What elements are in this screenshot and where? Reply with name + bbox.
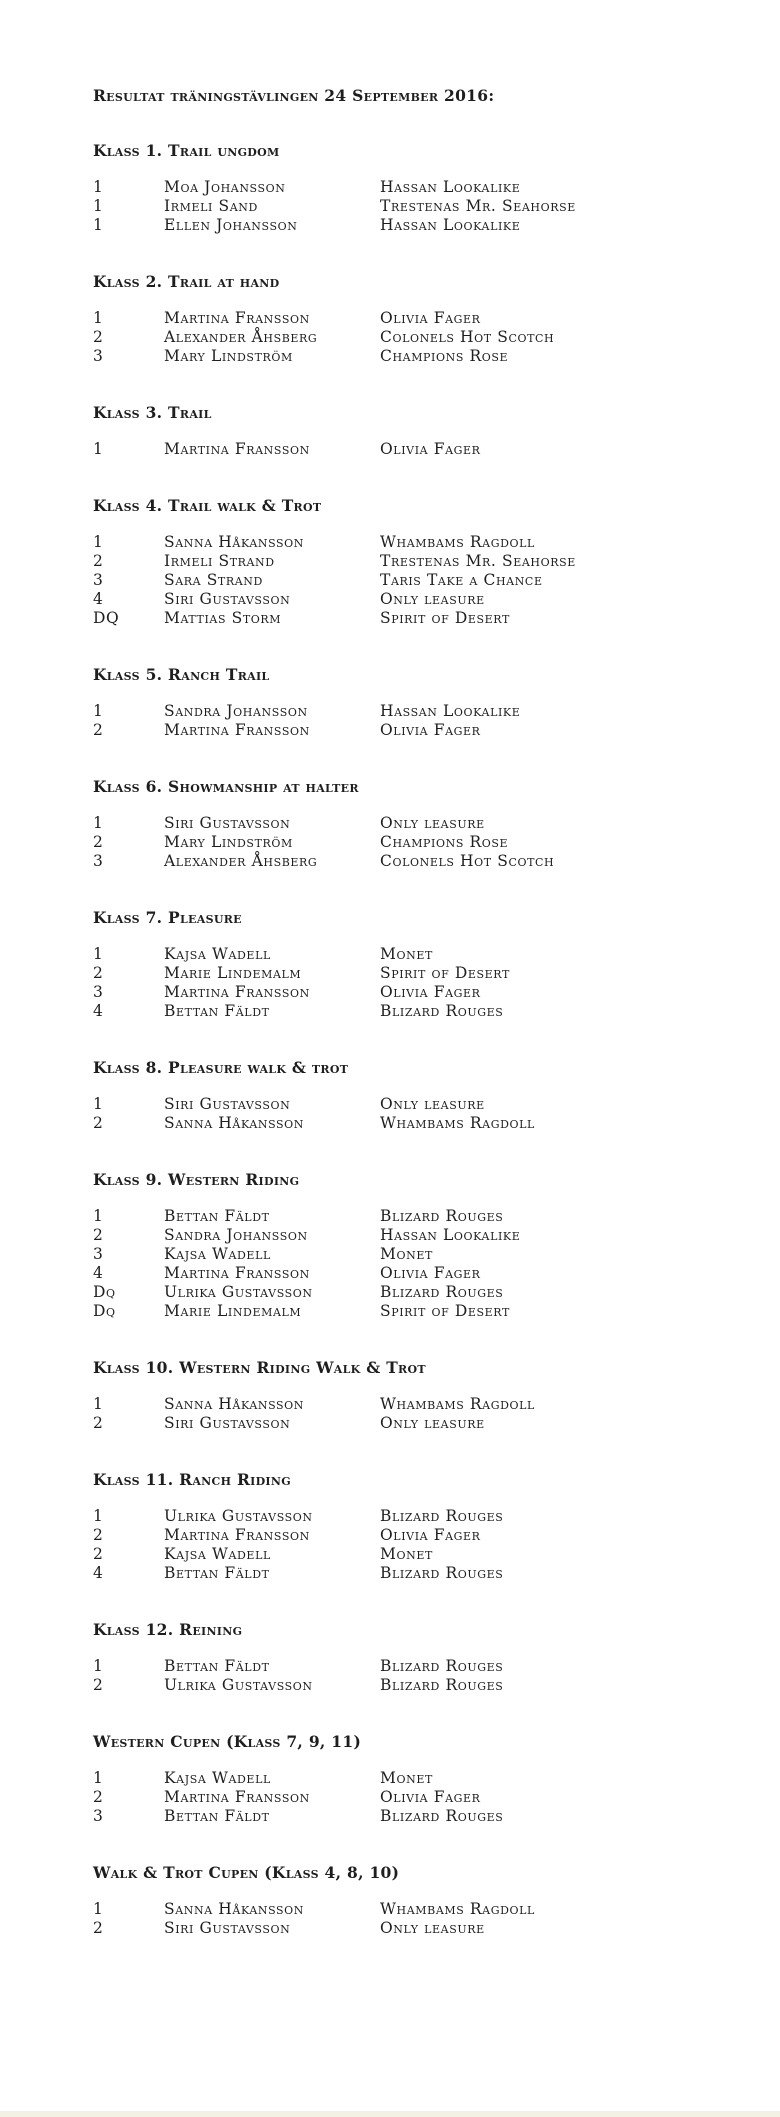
result-row — [93, 328, 753, 347]
placing: DQ — [93, 609, 120, 627]
placing: 2 — [93, 1676, 104, 1694]
placing: 2 — [93, 1919, 104, 1937]
result-row — [93, 440, 753, 459]
result-row — [93, 1264, 753, 1283]
result-row — [93, 1807, 753, 1826]
section-title: Walk & Trot Cupen (Klass 4, 8, 10) — [93, 1863, 400, 1882]
placing: 1 — [93, 440, 104, 458]
rider-name: Marie Lindemalm — [164, 964, 302, 982]
result-section — [93, 141, 753, 235]
placing: 4 — [93, 1264, 104, 1282]
horse-name: Olivia Fager — [380, 309, 481, 327]
result-row — [93, 1657, 753, 1676]
horse-name: Spirit of Desert — [380, 964, 510, 982]
horse-name: Taris Take a Chance — [380, 571, 543, 589]
rider-name: Ellen Johansson — [164, 216, 298, 234]
placing: 1 — [93, 1507, 104, 1525]
rider-name: Ulrika Gustavsson — [164, 1676, 313, 1694]
placing: 2 — [93, 1226, 104, 1244]
placing: 1 — [93, 309, 104, 327]
rider-name: Kajsa Wadell — [164, 1545, 271, 1563]
horse-name: Only leasure — [380, 814, 485, 832]
placing: 1 — [93, 197, 104, 215]
result-section — [93, 908, 753, 1021]
placing: 1 — [93, 1657, 104, 1675]
rider-name: Kajsa Wadell — [164, 1245, 271, 1263]
result-row — [93, 1245, 753, 1264]
horse-name: Hassan Lookalike — [380, 1226, 521, 1244]
result-row — [93, 1414, 753, 1433]
horse-name: Spirit of Desert — [380, 609, 510, 627]
placing: 4 — [93, 590, 104, 608]
horse-name: Hassan Lookalike — [380, 702, 521, 720]
rider-name: Sanna Håkansson — [164, 1395, 305, 1413]
result-row — [93, 609, 753, 628]
placing: 1 — [93, 1095, 104, 1113]
horse-name: Olivia Fager — [380, 721, 481, 739]
placing: 3 — [93, 571, 104, 589]
rider-name: Mary Lindström — [164, 833, 293, 851]
placing: 3 — [93, 852, 104, 870]
result-row — [93, 1507, 753, 1526]
rider-name: Martina Fransson — [164, 440, 310, 458]
result-row — [93, 347, 753, 366]
result-row — [93, 1564, 753, 1583]
horse-name: Hassan Lookalike — [380, 178, 521, 196]
result-row — [93, 1283, 753, 1302]
result-row — [93, 983, 753, 1002]
section-title: Klass 4. Trail walk & Trot — [93, 496, 322, 515]
result-row — [93, 309, 753, 328]
placing: 2 — [93, 1788, 104, 1806]
result-row — [93, 1769, 753, 1788]
rider-name: Irmeli Sand — [164, 197, 258, 215]
result-row — [93, 1545, 753, 1564]
result-row — [93, 571, 753, 590]
result-section — [93, 272, 753, 366]
rider-name: Alexander Åhsberg — [164, 852, 318, 870]
horse-name: Blizard Rouges — [380, 1507, 504, 1525]
result-row — [93, 178, 753, 197]
section-title: Klass 9. Western Riding — [93, 1170, 300, 1189]
result-row — [93, 533, 753, 552]
result-section — [93, 1170, 753, 1321]
section-title: Klass 1. Trail ungdom — [93, 141, 280, 160]
horse-name: Monet — [380, 1545, 433, 1563]
result-row — [93, 964, 753, 983]
horse-name: Only leasure — [380, 1919, 485, 1937]
result-section — [93, 496, 753, 628]
rider-name: Martina Fransson — [164, 1788, 310, 1806]
result-row — [93, 1302, 753, 1321]
section-title: Klass 8. Pleasure walk & trot — [93, 1058, 349, 1077]
rider-name: Sandra Johansson — [164, 1226, 308, 1244]
result-section — [93, 1732, 753, 1826]
placing: 2 — [93, 833, 104, 851]
result-row — [93, 1900, 753, 1919]
section-title: Klass 3. Trail — [93, 403, 212, 422]
result-row — [93, 1226, 753, 1245]
rider-name: Sara Strand — [164, 571, 263, 589]
horse-name: Whambams Ragdoll — [380, 533, 535, 551]
result-section — [93, 1863, 753, 1938]
section-title: Klass 2. Trail at hand — [93, 272, 280, 291]
horse-name: Trestenas Mr. Seahorse — [380, 552, 576, 570]
placing: 1 — [93, 945, 104, 963]
horse-name: Blizard Rouges — [380, 1807, 504, 1825]
rider-name: Martina Fransson — [164, 983, 310, 1001]
horse-name: Blizard Rouges — [380, 1564, 504, 1582]
result-row — [93, 1526, 753, 1545]
rider-name: Mattias Storm — [164, 609, 282, 627]
placing: 1 — [93, 216, 104, 234]
result-row — [93, 1095, 753, 1114]
result-row — [93, 721, 753, 740]
rider-name: Sanna Håkansson — [164, 533, 305, 551]
section-title: Klass 7. Pleasure — [93, 908, 242, 927]
result-section — [93, 1358, 753, 1433]
rider-name: Bettan Fäldt — [164, 1002, 270, 1020]
section-title: Klass 12. Reining — [93, 1620, 243, 1639]
placing: 2 — [93, 328, 104, 346]
rider-name: Kajsa Wadell — [164, 945, 271, 963]
placing: 2 — [93, 1545, 104, 1563]
placing: 1 — [93, 1769, 104, 1787]
horse-name: Olivia Fager — [380, 983, 481, 1001]
horse-name: Monet — [380, 1769, 433, 1787]
placing: 3 — [93, 1807, 104, 1825]
horse-name: Trestenas Mr. Seahorse — [380, 197, 576, 215]
rider-name: Alexander Åhsberg — [164, 328, 318, 346]
page-bottom-strip — [0, 2111, 780, 2117]
result-section — [93, 665, 753, 740]
horse-name: Only leasure — [380, 1414, 485, 1432]
placing: 1 — [93, 1395, 104, 1413]
result-row — [93, 833, 753, 852]
result-row — [93, 590, 753, 609]
horse-name: Olivia Fager — [380, 1788, 481, 1806]
result-row — [93, 814, 753, 833]
rider-name: Siri Gustavsson — [164, 814, 291, 832]
placing: 1 — [93, 702, 104, 720]
placing: 2 — [93, 964, 104, 982]
rider-name: Siri Gustavsson — [164, 1095, 291, 1113]
horse-name: Olivia Fager — [380, 1526, 481, 1544]
result-row — [93, 1676, 753, 1695]
result-row — [93, 1002, 753, 1021]
rider-name: Martina Fransson — [164, 1264, 310, 1282]
horse-name: Colonels Hot Scotch — [380, 328, 555, 346]
horse-name: Olivia Fager — [380, 1264, 481, 1282]
section-title: Western Cupen (Klass 7, 9, 11) — [93, 1732, 362, 1751]
horse-name: Spirit of Desert — [380, 1302, 510, 1320]
horse-name: Blizard Rouges — [380, 1283, 504, 1301]
placing: 2 — [93, 1526, 104, 1544]
results-sections — [93, 141, 753, 1938]
horse-name: Monet — [380, 1245, 433, 1263]
result-row — [93, 1114, 753, 1133]
horse-name: Olivia Fager — [380, 440, 481, 458]
rider-name: Moa Johansson — [164, 178, 286, 196]
result-section — [93, 1620, 753, 1695]
placing: 1 — [93, 814, 104, 832]
result-row — [93, 1919, 753, 1938]
placing: 2 — [93, 1114, 104, 1132]
rider-name: Ulrika Gustavsson — [164, 1283, 313, 1301]
horse-name: Colonels Hot Scotch — [380, 852, 555, 870]
result-row — [93, 945, 753, 964]
result-section — [93, 1470, 753, 1583]
horse-name: Monet — [380, 945, 433, 963]
placing: 1 — [93, 1207, 104, 1225]
placing: 1 — [93, 178, 104, 196]
horse-name: Whambams Ragdoll — [380, 1900, 535, 1918]
rider-name: Bettan Fäldt — [164, 1657, 270, 1675]
placing: Dq — [93, 1302, 116, 1320]
result-row — [93, 1207, 753, 1226]
rider-name: Martina Fransson — [164, 1526, 310, 1544]
placing: 2 — [93, 552, 104, 570]
horse-name: Blizard Rouges — [380, 1002, 504, 1020]
horse-name: Only leasure — [380, 1095, 485, 1113]
rider-name: Kajsa Wadell — [164, 1769, 271, 1787]
rider-name: Siri Gustavsson — [164, 1414, 291, 1432]
result-row — [93, 1395, 753, 1414]
result-section — [93, 777, 753, 871]
horse-name: Blizard Rouges — [380, 1207, 504, 1225]
rider-name: Martina Fransson — [164, 309, 310, 327]
section-title: Klass 5. Ranch Trail — [93, 665, 270, 684]
rider-name: Siri Gustavsson — [164, 1919, 291, 1937]
placing: 2 — [93, 721, 104, 739]
rider-name: Bettan Fäldt — [164, 1807, 270, 1825]
result-row — [93, 552, 753, 571]
rider-name: Irmeli Strand — [164, 552, 275, 570]
rider-name: Marie Lindemalm — [164, 1302, 302, 1320]
rider-name: Bettan Fäldt — [164, 1564, 270, 1582]
result-row — [93, 216, 753, 235]
rider-name: Sanna Håkansson — [164, 1900, 305, 1918]
horse-name: Champions Rose — [380, 347, 509, 365]
result-section — [93, 1058, 753, 1133]
horse-name: Whambams Ragdoll — [380, 1114, 535, 1132]
section-title: Klass 10. Western Riding Walk & Trot — [93, 1358, 426, 1377]
placing: 4 — [93, 1002, 104, 1020]
section-title: Klass 6. Showmanship at halter — [93, 777, 359, 796]
horse-name: Hassan Lookalike — [380, 216, 521, 234]
placing: 3 — [93, 347, 104, 365]
horse-name: Whambams Ragdoll — [380, 1395, 535, 1413]
rider-name: Ulrika Gustavsson — [164, 1507, 313, 1525]
rider-name: Mary Lindström — [164, 347, 293, 365]
horse-name: Champions Rose — [380, 833, 509, 851]
placing: 3 — [93, 1245, 104, 1263]
rider-name: Siri Gustavsson — [164, 590, 291, 608]
results-document — [93, 84, 753, 1975]
section-title: Klass 11. Ranch Riding — [93, 1470, 291, 1489]
placing: 3 — [93, 983, 104, 1001]
placing: 1 — [93, 1900, 104, 1918]
horse-name: Blizard Rouges — [380, 1676, 504, 1694]
placing: Dq — [93, 1283, 116, 1301]
rider-name: Sanna Håkansson — [164, 1114, 305, 1132]
horse-name: Only leasure — [380, 590, 485, 608]
result-row — [93, 197, 753, 216]
rider-name: Bettan Fäldt — [164, 1207, 270, 1225]
result-row — [93, 1788, 753, 1807]
result-row — [93, 702, 753, 721]
rider-name: Martina Fransson — [164, 721, 310, 739]
result-section — [93, 403, 753, 459]
placing: 1 — [93, 533, 104, 551]
horse-name: Blizard Rouges — [380, 1657, 504, 1675]
rider-name: Sandra Johansson — [164, 702, 308, 720]
placing: 2 — [93, 1414, 104, 1432]
page-title: Resultat träningstävlingen 24 September 2016: — [93, 86, 495, 105]
placing: 4 — [93, 1564, 104, 1582]
result-row — [93, 852, 753, 871]
